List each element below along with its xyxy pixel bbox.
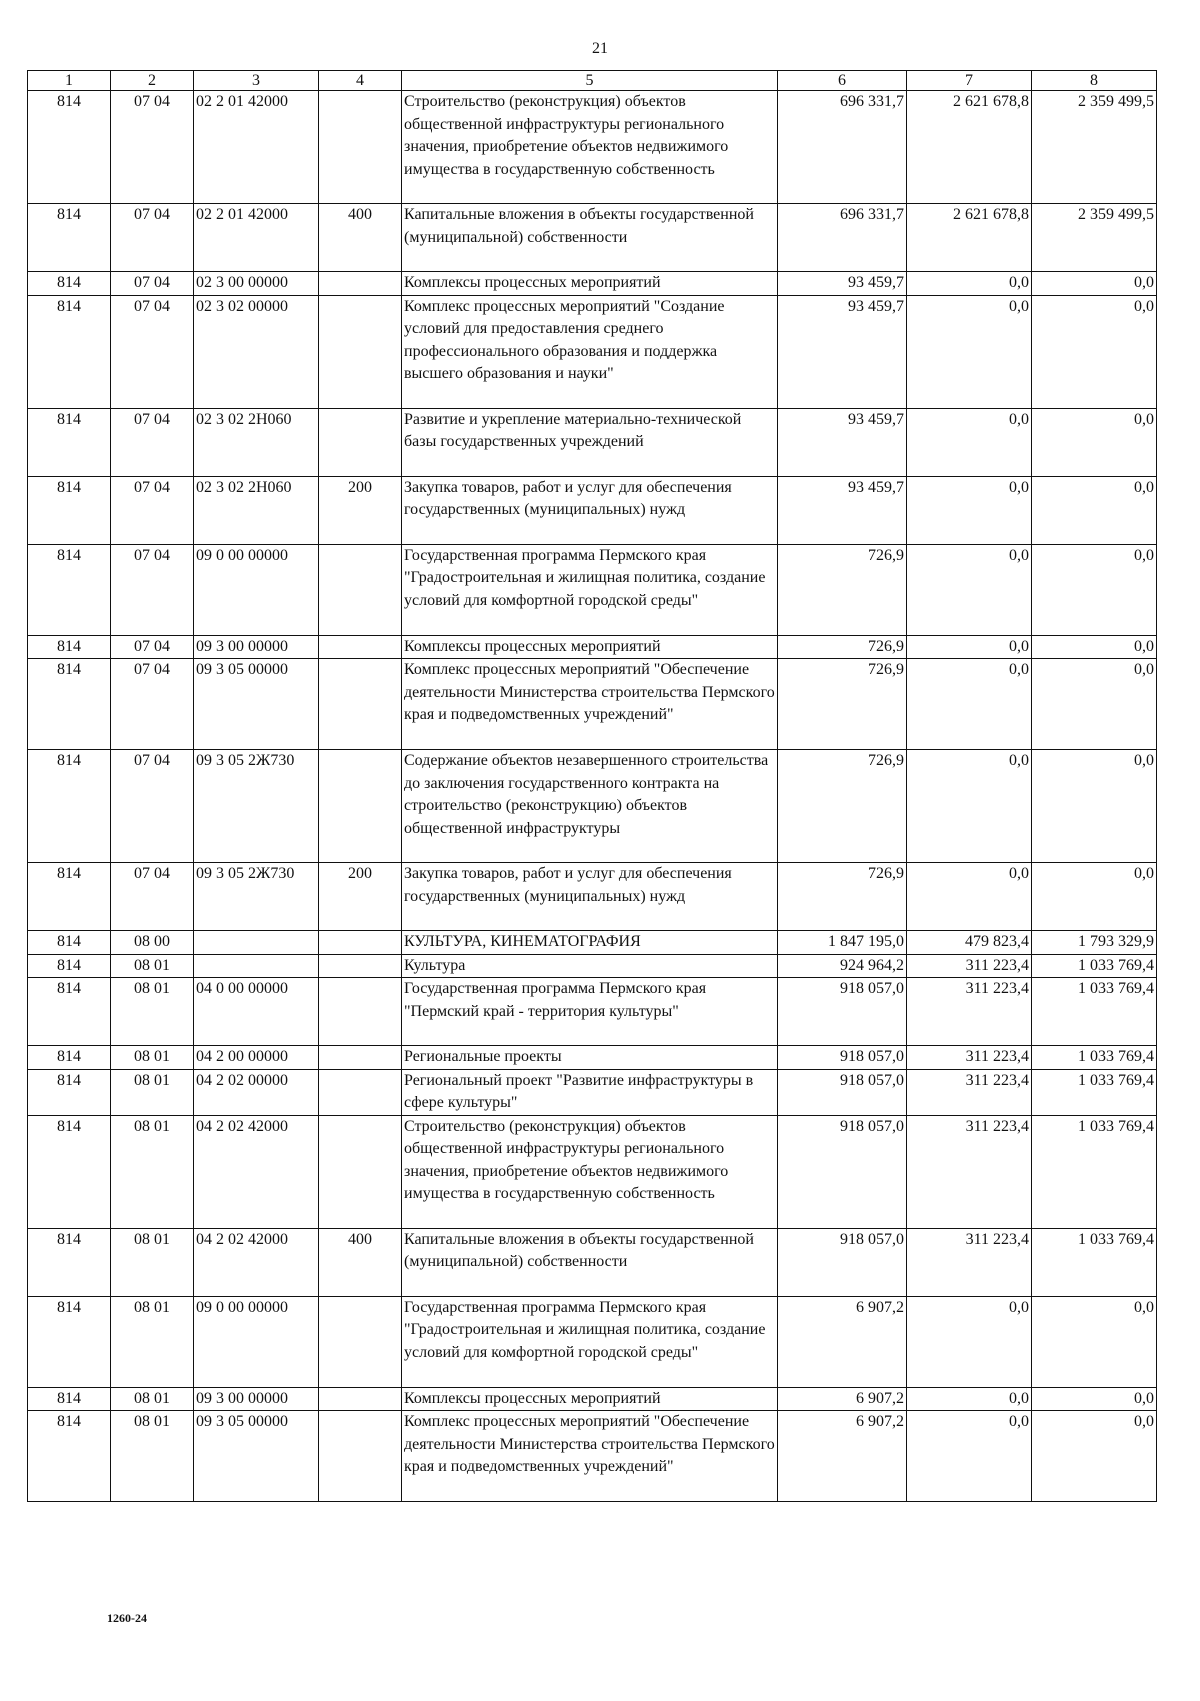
cell-name: Государственная программа Пермского края "Градостроительная и жилищная политика, создание условий для комфортной городской среды": [402, 1296, 778, 1387]
cell-section: 07 04: [111, 659, 194, 750]
cell-amount-2: 0,0: [907, 544, 1032, 635]
cell-name: Капитальные вложения в объекты государственной (муниципальной) собственности: [402, 1228, 778, 1296]
cell-amount-3: 0,0: [1032, 1387, 1157, 1411]
column-header: 6: [778, 71, 907, 91]
page-number: 21: [592, 40, 608, 57]
cell-amount-1: 918 057,0: [778, 1069, 907, 1115]
cell-amount-3: 0,0: [1032, 1411, 1157, 1502]
cell-amount-2: 311 223,4: [907, 1069, 1032, 1115]
cell-amount-3: 1 033 769,4: [1032, 978, 1157, 1046]
cell-target-article: 09 0 00 00000: [194, 544, 319, 635]
cell-expense-type: 200: [319, 863, 402, 931]
cell-target-article: 09 3 05 00000: [194, 1411, 319, 1502]
cell-amount-2: 0,0: [907, 659, 1032, 750]
cell-expense-type: [319, 1069, 402, 1115]
cell-ved: 814: [28, 978, 111, 1046]
cell-name: Комплекс процессных мероприятий "Обеспечение деятельности Министерства строительства Пермского края и подведомственных учреждений": [402, 1411, 778, 1502]
table-row: [28, 1069, 1157, 1115]
cell-amount-1: 726,9: [778, 863, 907, 931]
cell-amount-2: 311 223,4: [907, 954, 1032, 978]
cell-ved: 814: [28, 1046, 111, 1070]
cell-target-article: 02 2 01 42000: [194, 91, 319, 204]
cell-amount-3: 1 033 769,4: [1032, 1069, 1157, 1115]
cell-amount-2: 311 223,4: [907, 1046, 1032, 1070]
cell-amount-3: 2 359 499,5: [1032, 91, 1157, 204]
cell-amount-3: 1 033 769,4: [1032, 1228, 1157, 1296]
cell-section: 07 04: [111, 204, 194, 272]
cell-name: Комплексы процессных мероприятий: [402, 272, 778, 296]
cell-name: Культура: [402, 954, 778, 978]
cell-amount-1: 93 459,7: [778, 272, 907, 296]
cell-target-article: 02 3 02 00000: [194, 295, 319, 408]
cell-amount-1: 726,9: [778, 659, 907, 750]
cell-section: 08 01: [111, 1069, 194, 1115]
cell-section: 08 01: [111, 1411, 194, 1502]
cell-amount-2: 479 823,4: [907, 931, 1032, 955]
cell-amount-2: 0,0: [907, 1411, 1032, 1502]
cell-ved: 814: [28, 272, 111, 296]
table-row: [28, 750, 1157, 863]
column-header: 8: [1032, 71, 1157, 91]
column-header: 5: [402, 71, 778, 91]
cell-amount-2: 0,0: [907, 1296, 1032, 1387]
cell-name: Региональные проекты: [402, 1046, 778, 1070]
cell-target-article: 09 3 05 2Ж730: [194, 863, 319, 931]
table-row: [28, 863, 1157, 931]
cell-expense-type: [319, 1296, 402, 1387]
cell-target-article: 04 2 02 42000: [194, 1228, 319, 1296]
cell-amount-1: 918 057,0: [778, 1046, 907, 1070]
table-row: [28, 408, 1157, 476]
cell-amount-3: 2 359 499,5: [1032, 204, 1157, 272]
table-row: [28, 978, 1157, 1046]
table-row: [28, 295, 1157, 408]
cell-amount-3: 0,0: [1032, 272, 1157, 296]
cell-expense-type: [319, 295, 402, 408]
cell-target-article: [194, 931, 319, 955]
cell-name: Комплекс процессных мероприятий "Обеспечение деятельности Министерства строительства Пермского края и подведомственных учреждений": [402, 659, 778, 750]
cell-amount-3: 0,0: [1032, 635, 1157, 659]
cell-ved: 814: [28, 1296, 111, 1387]
column-header: 4: [319, 71, 402, 91]
cell-amount-3: 0,0: [1032, 659, 1157, 750]
cell-section: 08 00: [111, 931, 194, 955]
table-row: [28, 659, 1157, 750]
cell-expense-type: [319, 931, 402, 955]
table-row: [28, 635, 1157, 659]
cell-target-article: 02 3 02 2Н060: [194, 408, 319, 476]
cell-expense-type: [319, 408, 402, 476]
table-row: [28, 1411, 1157, 1502]
cell-ved: 814: [28, 1228, 111, 1296]
cell-name: Закупка товаров, работ и услуг для обеспечения государственных (муниципальных) нужд: [402, 863, 778, 931]
cell-name: Содержание объектов незавершенного строительства до заключения государственного контракта на строительство (реконструкцию) объектов общественной инфраструктуры: [402, 750, 778, 863]
cell-ved: 814: [28, 295, 111, 408]
cell-target-article: 09 3 05 00000: [194, 659, 319, 750]
cell-amount-1: 6 907,2: [778, 1296, 907, 1387]
table-row: [28, 476, 1157, 544]
cell-ved: 814: [28, 635, 111, 659]
cell-name: Комплексы процессных мероприятий: [402, 635, 778, 659]
cell-ved: 814: [28, 954, 111, 978]
cell-ved: 814: [28, 863, 111, 931]
cell-section: 08 01: [111, 1115, 194, 1228]
cell-amount-1: 6 907,2: [778, 1411, 907, 1502]
cell-amount-2: 311 223,4: [907, 1228, 1032, 1296]
cell-amount-1: 93 459,7: [778, 476, 907, 544]
cell-name: Закупка товаров, работ и услуг для обеспечения государственных (муниципальных) нужд: [402, 476, 778, 544]
cell-section: 07 04: [111, 750, 194, 863]
cell-ved: 814: [28, 931, 111, 955]
table-row: [28, 1296, 1157, 1387]
cell-expense-type: [319, 978, 402, 1046]
cell-amount-1: 696 331,7: [778, 204, 907, 272]
cell-name: Строительство (реконструкция) объектов общественной инфраструктуры регионального значения, приобретение объектов недвижимого имущества в государственную собственность: [402, 1115, 778, 1228]
cell-ved: 814: [28, 1115, 111, 1228]
cell-amount-3: 1 033 769,4: [1032, 1115, 1157, 1228]
cell-ved: 814: [28, 1387, 111, 1411]
cell-expense-type: [319, 91, 402, 204]
cell-amount-1: 6 907,2: [778, 1387, 907, 1411]
table-header-row: [28, 71, 1157, 91]
cell-amount-1: 726,9: [778, 544, 907, 635]
cell-amount-2: 0,0: [907, 272, 1032, 296]
cell-target-article: 09 3 00 00000: [194, 635, 319, 659]
table-row: [28, 272, 1157, 296]
cell-amount-2: 0,0: [907, 295, 1032, 408]
table-row: [28, 204, 1157, 272]
table-row: [28, 1228, 1157, 1296]
cell-name: Государственная программа Пермского края "Пермский край - территория культуры": [402, 978, 778, 1046]
cell-target-article: 02 3 00 00000: [194, 272, 319, 296]
cell-ved: 814: [28, 408, 111, 476]
cell-name: Государственная программа Пермского края "Градостроительная и жилищная политика, создание условий для комфортной городской среды": [402, 544, 778, 635]
cell-name: Региональный проект "Развитие инфраструктуры в сфере культуры": [402, 1069, 778, 1115]
cell-amount-3: 0,0: [1032, 408, 1157, 476]
column-header: 1: [28, 71, 111, 91]
cell-amount-3: 0,0: [1032, 750, 1157, 863]
cell-name: Капитальные вложения в объекты государственной (муниципальной) собственности: [402, 204, 778, 272]
cell-section: 07 04: [111, 272, 194, 296]
cell-expense-type: 200: [319, 476, 402, 544]
cell-amount-2: 311 223,4: [907, 978, 1032, 1046]
cell-name: КУЛЬТУРА, КИНЕМАТОГРАФИЯ: [402, 931, 778, 955]
cell-amount-2: 0,0: [907, 635, 1032, 659]
table-body: [28, 91, 1157, 1502]
cell-amount-1: 924 964,2: [778, 954, 907, 978]
cell-section: 08 01: [111, 954, 194, 978]
cell-section: 07 04: [111, 863, 194, 931]
cell-target-article: 02 3 02 2Н060: [194, 476, 319, 544]
cell-name: Строительство (реконструкция) объектов общественной инфраструктуры регионального значения, приобретение объектов недвижимого имущества в государственную собственность: [402, 91, 778, 204]
cell-section: 08 01: [111, 1387, 194, 1411]
cell-ved: 814: [28, 750, 111, 863]
cell-expense-type: 400: [319, 1228, 402, 1296]
cell-section: 08 01: [111, 1228, 194, 1296]
cell-expense-type: [319, 954, 402, 978]
cell-ved: 814: [28, 1069, 111, 1115]
cell-target-article: 02 2 01 42000: [194, 204, 319, 272]
cell-amount-1: 726,9: [778, 750, 907, 863]
cell-amount-1: 726,9: [778, 635, 907, 659]
cell-ved: 814: [28, 544, 111, 635]
cell-amount-1: 1 847 195,0: [778, 931, 907, 955]
cell-target-article: 04 2 02 42000: [194, 1115, 319, 1228]
cell-target-article: 09 0 00 00000: [194, 1296, 319, 1387]
column-header: 2: [111, 71, 194, 91]
cell-section: 07 04: [111, 408, 194, 476]
cell-amount-3: 0,0: [1032, 476, 1157, 544]
table-row: [28, 954, 1157, 978]
cell-amount-2: 0,0: [907, 408, 1032, 476]
cell-amount-3: 1 033 769,4: [1032, 1046, 1157, 1070]
cell-ved: 814: [28, 659, 111, 750]
cell-amount-2: 2 621 678,8: [907, 204, 1032, 272]
table-row: [28, 931, 1157, 955]
cell-amount-1: 918 057,0: [778, 1115, 907, 1228]
table-row: [28, 1115, 1157, 1228]
cell-name: Развитие и укрепление материально-технической базы государственных учреждений: [402, 408, 778, 476]
column-header: 3: [194, 71, 319, 91]
cell-name: Комплекс процессных мероприятий "Создание условий для предоставления среднего профессионального образования и поддержка высшего образования и науки": [402, 295, 778, 408]
cell-ved: 814: [28, 91, 111, 204]
cell-expense-type: [319, 1411, 402, 1502]
document-code: 1260-24: [107, 1611, 147, 1625]
cell-section: 08 01: [111, 1296, 194, 1387]
table-row: [28, 544, 1157, 635]
cell-amount-3: 0,0: [1032, 544, 1157, 635]
cell-amount-2: 311 223,4: [907, 1115, 1032, 1228]
cell-expense-type: 400: [319, 204, 402, 272]
cell-ved: 814: [28, 204, 111, 272]
cell-ved: 814: [28, 1411, 111, 1502]
cell-target-article: 04 2 00 00000: [194, 1046, 319, 1070]
cell-section: 07 04: [111, 295, 194, 408]
cell-target-article: 09 3 00 00000: [194, 1387, 319, 1411]
cell-amount-2: 0,0: [907, 863, 1032, 931]
cell-section: 07 04: [111, 476, 194, 544]
cell-amount-1: 696 331,7: [778, 91, 907, 204]
cell-expense-type: [319, 1046, 402, 1070]
cell-name: Комплексы процессных мероприятий: [402, 1387, 778, 1411]
cell-section: 07 04: [111, 91, 194, 204]
cell-amount-3: 0,0: [1032, 1296, 1157, 1387]
cell-expense-type: [319, 635, 402, 659]
cell-amount-1: 918 057,0: [778, 978, 907, 1046]
cell-expense-type: [319, 750, 402, 863]
cell-ved: 814: [28, 476, 111, 544]
cell-amount-1: 93 459,7: [778, 408, 907, 476]
cell-section: 08 01: [111, 1046, 194, 1070]
cell-expense-type: [319, 544, 402, 635]
cell-amount-1: 93 459,7: [778, 295, 907, 408]
cell-amount-2: 2 621 678,8: [907, 91, 1032, 204]
cell-section: 07 04: [111, 635, 194, 659]
cell-amount-1: 918 057,0: [778, 1228, 907, 1296]
table-row: [28, 1387, 1157, 1411]
cell-expense-type: [319, 1387, 402, 1411]
cell-target-article: 04 2 02 00000: [194, 1069, 319, 1115]
cell-target-article: 09 3 05 2Ж730: [194, 750, 319, 863]
cell-section: 07 04: [111, 544, 194, 635]
cell-expense-type: [319, 659, 402, 750]
cell-amount-3: 0,0: [1032, 295, 1157, 408]
column-header: 7: [907, 71, 1032, 91]
cell-amount-2: 0,0: [907, 1387, 1032, 1411]
table-row: [28, 91, 1157, 204]
cell-target-article: 04 0 00 00000: [194, 978, 319, 1046]
cell-expense-type: [319, 1115, 402, 1228]
cell-section: 08 01: [111, 978, 194, 1046]
cell-amount-3: 1 793 329,9: [1032, 931, 1157, 955]
cell-amount-3: 1 033 769,4: [1032, 954, 1157, 978]
cell-target-article: [194, 954, 319, 978]
budget-table: [27, 70, 1157, 1502]
cell-amount-2: 0,0: [907, 750, 1032, 863]
cell-expense-type: [319, 272, 402, 296]
table-row: [28, 1046, 1157, 1070]
cell-amount-3: 0,0: [1032, 863, 1157, 931]
cell-amount-2: 0,0: [907, 476, 1032, 544]
